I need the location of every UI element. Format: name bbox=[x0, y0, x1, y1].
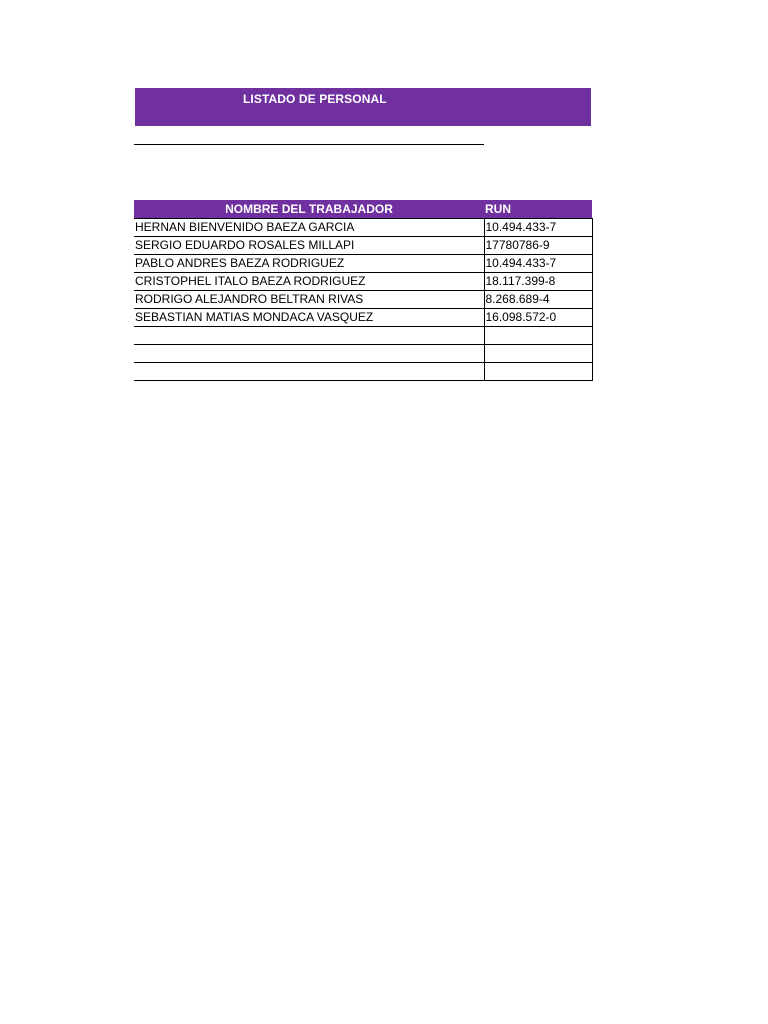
worker-name-cell: SEBASTIAN MATIAS MONDACA VASQUEZ bbox=[134, 309, 484, 327]
worker-name-cell: RODRIGO ALEJANDRO BELTRAN RIVAS bbox=[134, 291, 484, 309]
worker-run-cell bbox=[484, 327, 592, 345]
table-row bbox=[134, 291, 592, 309]
page-title: LISTADO DE PERSONAL bbox=[243, 92, 387, 106]
worker-name-cell: CRISTOPHEL ITALO BAEZA RODRIGUEZ bbox=[134, 273, 484, 291]
personnel-table bbox=[134, 200, 593, 381]
worker-run-cell: 8.268.689-4 bbox=[484, 291, 592, 309]
table-row bbox=[134, 237, 592, 255]
worker-name-cell bbox=[134, 363, 484, 381]
table-row-empty bbox=[134, 345, 592, 363]
column-header-run: RUN bbox=[484, 200, 592, 219]
worker-run-cell: 16.098.572-0 bbox=[484, 309, 592, 327]
worker-name-cell bbox=[134, 345, 484, 363]
worker-name-cell: HERNAN BIENVENIDO BAEZA GARCIA bbox=[134, 219, 484, 237]
table-row bbox=[134, 309, 592, 327]
worker-run-cell: 10.494.433-7 bbox=[484, 255, 592, 273]
worker-run-cell bbox=[484, 345, 592, 363]
title-banner bbox=[135, 88, 591, 126]
table-row-empty bbox=[134, 327, 592, 345]
worker-name-cell: PABLO ANDRES BAEZA RODRIGUEZ bbox=[134, 255, 484, 273]
worker-run-cell: 17780786-9 bbox=[484, 237, 592, 255]
worker-run-cell: 10.494.433-7 bbox=[484, 219, 592, 237]
worker-name-cell bbox=[134, 327, 484, 345]
worker-name-cell: SERGIO EDUARDO ROSALES MILLAPI bbox=[134, 237, 484, 255]
table-row-empty bbox=[134, 363, 592, 381]
signature-line bbox=[134, 144, 484, 145]
table-row bbox=[134, 273, 592, 291]
worker-run-cell: 18.117.399-8 bbox=[484, 273, 592, 291]
column-header-name: NOMBRE DEL TRABAJADOR bbox=[134, 200, 484, 219]
table-header-row bbox=[134, 200, 592, 219]
table-row bbox=[134, 219, 592, 237]
table-row bbox=[134, 255, 592, 273]
worker-run-cell bbox=[484, 363, 592, 381]
